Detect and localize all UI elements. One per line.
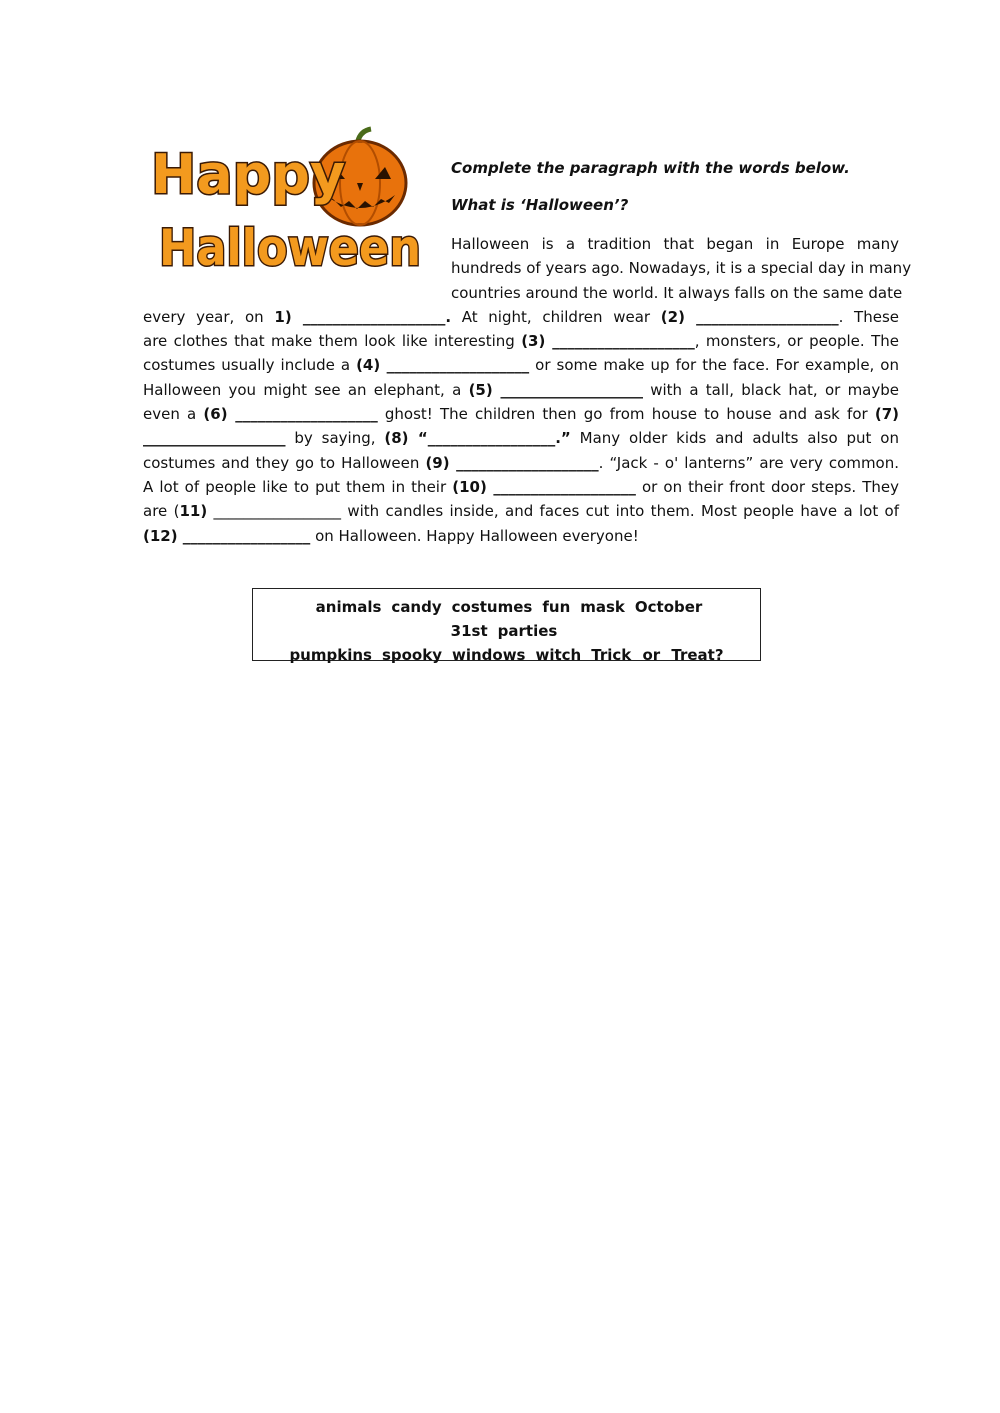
paragraph-text: even a bbox=[143, 405, 204, 424]
word-bank-row-2 bbox=[253, 643, 760, 667]
paragraph-line bbox=[143, 232, 899, 256]
blank-number: ___________________ bbox=[143, 429, 286, 448]
blank-number: (3) ___________________ bbox=[521, 332, 695, 351]
paragraph-text: ghost! The children then go from house to house and ask for bbox=[377, 405, 875, 424]
word-bank-word: spooky bbox=[381, 646, 442, 664]
blank-number: 1) ___________________. bbox=[274, 307, 452, 326]
paragraph-text: on Halloween. Happy Halloween everyone! bbox=[310, 526, 639, 545]
paragraph-text: Many older kids and adults also put on bbox=[570, 429, 899, 448]
paragraph-line bbox=[143, 329, 899, 353]
word-bank-word: parties bbox=[497, 622, 558, 640]
paragraph-text: costumes and they go to Halloween bbox=[143, 453, 426, 472]
blank-number: (7) bbox=[874, 405, 900, 424]
word-bank-word: fun bbox=[542, 598, 571, 616]
paragraph-text: or some make up for the face. For example, on bbox=[529, 356, 899, 375]
paragraph-line bbox=[143, 402, 899, 426]
paragraph-line bbox=[143, 451, 899, 475]
question-heading: What is ‘Halloween’? bbox=[451, 196, 629, 214]
paragraph-text: are clothes that make them look like interesting bbox=[143, 332, 522, 351]
cloze-paragraph bbox=[143, 232, 912, 548]
word-bank-word: October 31st bbox=[450, 598, 703, 640]
paragraph-text: by saying, bbox=[285, 429, 385, 448]
blank-number: (5) ___________________ bbox=[468, 380, 643, 399]
logo-text-halloween: Halloween bbox=[159, 219, 421, 277]
blank-number: 11) bbox=[179, 502, 208, 521]
blank-number: (10) ___________________ bbox=[452, 477, 636, 496]
paragraph-line bbox=[143, 378, 899, 402]
paragraph-text: countries around the world. It always falls on the same date bbox=[451, 283, 903, 302]
blank-number: (12) _________________ bbox=[143, 526, 311, 545]
blank-number: (6) ___________________ bbox=[203, 405, 378, 424]
paragraph-line bbox=[143, 281, 903, 305]
paragraph-text: . “Jack - o' lanterns” are very common. bbox=[598, 453, 900, 472]
blank-number: (9) ___________________ bbox=[425, 453, 599, 472]
instruction-text: Complete the paragraph with the words below. bbox=[451, 159, 850, 177]
paragraph-text: At night, children wear bbox=[451, 307, 661, 326]
word-bank-word: witch bbox=[535, 646, 582, 664]
paragraph-text: or on their front door steps. They bbox=[635, 477, 900, 496]
word-bank-word: candy bbox=[391, 598, 442, 616]
word-bank-row-1 bbox=[253, 595, 760, 643]
paragraph-line bbox=[143, 305, 899, 329]
paragraph-text: hundreds of years ago. Nowadays, it is a special day in many bbox=[451, 259, 912, 278]
word-bank-word: windows bbox=[451, 646, 526, 664]
paragraph-line bbox=[143, 353, 899, 377]
paragraph-text: . These bbox=[838, 307, 899, 326]
logo-text-happy: Happy bbox=[151, 143, 346, 206]
paragraph-text: with a tall, black hat, or maybe bbox=[642, 380, 900, 399]
paragraph-line bbox=[143, 499, 899, 523]
word-bank-word: animals bbox=[315, 598, 382, 616]
paragraph-text: costumes usually include a bbox=[143, 356, 357, 375]
blank-number: (4) ___________________ bbox=[356, 356, 530, 375]
blank-number: (2) ___________________ bbox=[660, 307, 839, 326]
paragraph-text: A lot of people like to put them in their bbox=[143, 477, 453, 496]
paragraph-text: , monsters, or people. The bbox=[694, 332, 899, 351]
word-bank bbox=[252, 588, 761, 664]
blank-number: (8) “_________________.” bbox=[384, 429, 571, 448]
paragraph-line bbox=[143, 524, 899, 548]
word-bank-word: Trick or Treat? bbox=[591, 646, 724, 664]
word-bank-word: costumes bbox=[451, 598, 533, 616]
paragraph-text: Halloween you might see an elephant, a bbox=[143, 380, 469, 399]
word-bank-word: mask bbox=[580, 598, 625, 616]
paragraph-line bbox=[143, 256, 912, 280]
paragraph-line bbox=[143, 475, 899, 499]
paragraph-line bbox=[143, 426, 899, 450]
paragraph-text: every year, on bbox=[143, 307, 275, 326]
paragraph-text: _________________ with candles inside, and faces cut into them. Most people have a lot of bbox=[207, 502, 899, 521]
paragraph-text: are ( bbox=[143, 502, 180, 521]
paragraph-text: Halloween is a tradition that began in Europe many bbox=[451, 235, 899, 253]
word-bank-word: pumpkins bbox=[289, 646, 372, 664]
